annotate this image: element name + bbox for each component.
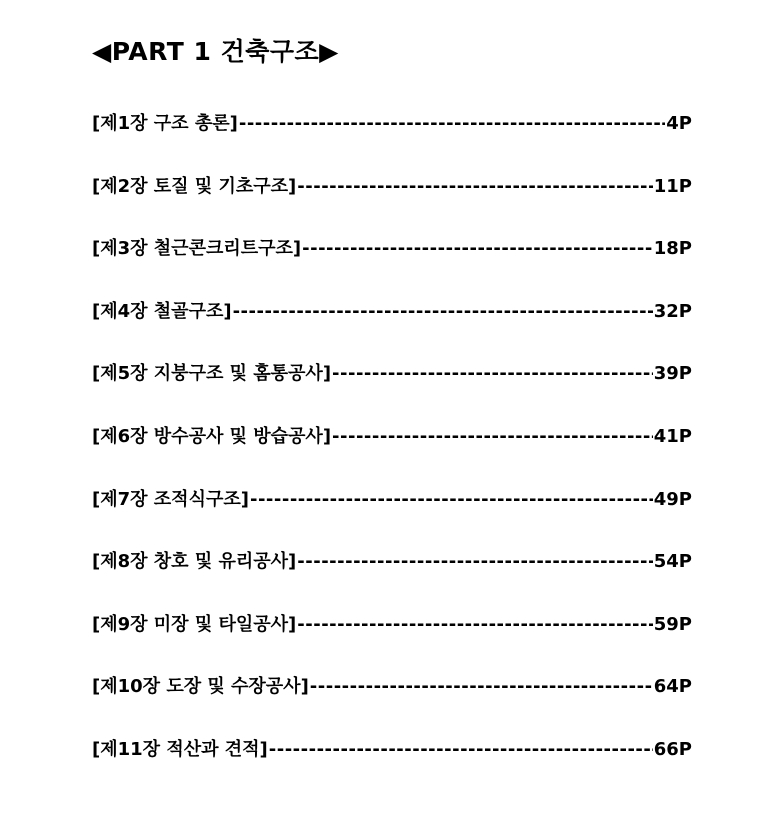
toc-leader	[310, 673, 653, 701]
toc-entry-11	[92, 736, 692, 799]
toc-leader	[332, 360, 653, 388]
toc-entry-3	[92, 235, 692, 298]
toc-entry-9	[92, 611, 692, 674]
toc-leader	[233, 298, 653, 326]
toc-leader	[297, 173, 652, 201]
toc-leader	[302, 235, 653, 263]
toc-entry-label: [제7장 조적식구조]	[92, 488, 249, 510]
page-title: ◀PART 1 건축구조▶	[92, 37, 339, 66]
toc-entry-label: [제6장 방수공사 및 방습공사]	[92, 425, 332, 447]
toc-entry-page: 11P	[653, 175, 692, 197]
toc-entry-4	[92, 298, 692, 361]
toc-entry-page: 59P	[653, 613, 692, 635]
toc-entry-10	[92, 673, 692, 736]
toc-entry-page: 39P	[653, 363, 692, 385]
toc-entry-page: 66P	[653, 738, 692, 760]
toc-entry-5	[92, 360, 692, 423]
toc-entry-7	[92, 486, 692, 549]
toc-entry-page: 64P	[653, 676, 692, 698]
toc-entry-page: 54P	[653, 551, 692, 573]
toc-entry-label: [제5장 지붕구조 및 홈통공사]	[92, 363, 332, 385]
toc-entry-8	[92, 548, 692, 611]
toc-entry-page: 32P	[653, 300, 692, 322]
toc-entry-page: 18P	[653, 238, 692, 260]
toc-entry-label: [제2장 토질 및 기초구조]	[92, 175, 297, 197]
toc-entry-1	[92, 110, 692, 173]
toc-entry-page: 49P	[653, 488, 692, 510]
toc-entry-6	[92, 423, 692, 486]
toc-entry-label: [제3장 철근콘크리트구조]	[92, 238, 302, 260]
toc-entry-label: [제4장 철골구조]	[92, 300, 232, 322]
toc-leader	[297, 548, 652, 576]
toc-leader	[332, 423, 653, 451]
toc-entry-label: [제10장 도장 및 수장공사]	[92, 676, 309, 698]
toc-entry-page: 4P	[666, 113, 692, 134]
toc-entry-page: 41P	[653, 425, 692, 447]
toc-entry-label: [제9장 미장 및 타일공사]	[92, 613, 297, 635]
toc-entry-label: [제11장 적산과 견적]	[92, 738, 268, 760]
table-of-contents	[92, 110, 692, 799]
toc-entry-label: [제8장 창호 및 유리공사]	[92, 551, 297, 573]
toc-leader	[269, 736, 653, 764]
toc-leader	[239, 110, 665, 138]
toc-leader	[297, 611, 652, 639]
toc-leader	[250, 486, 653, 514]
toc-entry-label: [제1장 구조 총론]	[92, 113, 238, 134]
toc-entry-2	[92, 173, 692, 236]
